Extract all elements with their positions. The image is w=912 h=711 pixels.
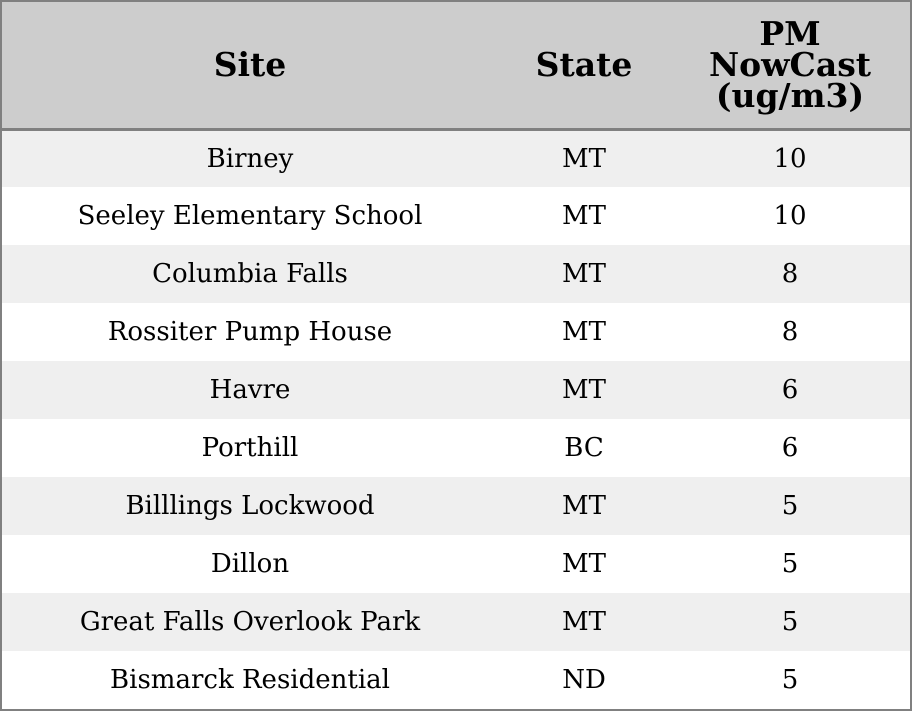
header-site: Site xyxy=(2,2,498,129)
header-pm-line1: PM xyxy=(759,14,821,54)
header-pm-line2: NowCast xyxy=(708,45,872,85)
cell-state: BC xyxy=(564,433,604,463)
cell-state: MT xyxy=(562,549,606,579)
header-state: State xyxy=(498,2,670,129)
cell-pm: 10 xyxy=(773,201,807,231)
table-row xyxy=(2,187,910,245)
cell-pm: 6 xyxy=(781,375,799,405)
table-row xyxy=(2,303,910,361)
cell-site: Great Falls Overlook Park xyxy=(79,607,421,637)
cell-pm: 8 xyxy=(781,317,799,347)
cell-state: MT xyxy=(562,375,606,405)
cell-state: MT xyxy=(562,491,606,521)
cell-state: MT xyxy=(562,201,606,231)
cell-site: Dillon xyxy=(210,549,290,579)
cell-site: Porthill xyxy=(201,433,299,463)
cell-site: Bismarck Residential xyxy=(110,664,390,695)
cell-state: MT xyxy=(562,607,606,637)
table-row xyxy=(2,419,910,477)
table-row xyxy=(2,477,910,535)
cell-pm: 5 xyxy=(781,607,799,637)
cell-site: Seeley Elementary School xyxy=(77,201,423,231)
table-row xyxy=(2,535,910,593)
table-body xyxy=(2,129,910,708)
cell-state: MT xyxy=(562,317,606,347)
cell-pm: 10 xyxy=(773,143,807,174)
table-row xyxy=(2,129,910,187)
pm-nowcast-table xyxy=(2,2,910,708)
table-row xyxy=(2,361,910,419)
table-header xyxy=(2,2,910,129)
cell-state: MT xyxy=(562,143,606,174)
cell-pm: 5 xyxy=(781,549,799,579)
cell-state: MT xyxy=(562,259,606,289)
cell-pm: 8 xyxy=(781,259,799,289)
header-pm-nowcast xyxy=(670,2,910,129)
header-pm-line3: (ug/m3) xyxy=(715,76,865,116)
table-row xyxy=(2,593,910,651)
cell-site: Birney xyxy=(206,143,294,174)
cell-pm: 5 xyxy=(781,491,799,521)
cell-site: Rossiter Pump House xyxy=(107,317,393,347)
table-row xyxy=(2,651,910,708)
cell-site: Columbia Falls xyxy=(152,259,348,289)
cell-pm: 5 xyxy=(781,664,799,695)
header-row xyxy=(2,2,910,129)
cell-site: Billlings Lockwood xyxy=(125,491,375,521)
cell-site: Havre xyxy=(209,375,291,405)
table-row xyxy=(2,245,910,303)
cell-pm: 6 xyxy=(781,433,799,463)
cell-state: ND xyxy=(562,664,606,695)
